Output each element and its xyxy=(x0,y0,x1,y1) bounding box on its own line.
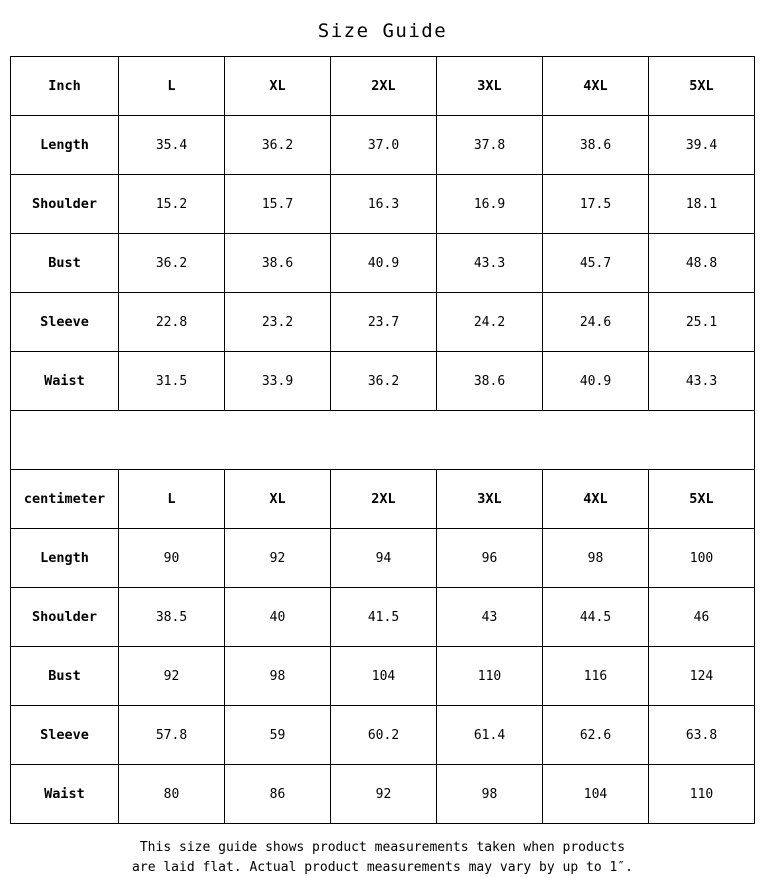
row-label-sleeve: Sleeve xyxy=(11,706,119,765)
column-header-2xl: 2XL xyxy=(331,57,437,116)
cell-value: 45.7 xyxy=(543,234,649,293)
size-table-inch xyxy=(10,56,755,824)
table-row xyxy=(11,352,755,411)
cell-value: 36.2 xyxy=(119,234,225,293)
cell-value: 40.9 xyxy=(543,352,649,411)
cell-value: 92 xyxy=(225,529,331,588)
cell-value: 40 xyxy=(225,588,331,647)
cell-value: 86 xyxy=(225,765,331,824)
column-header-5xl: 5XL xyxy=(649,57,755,116)
footnote-line-2: are laid flat. Actual product measurements may vary by up to 1″. xyxy=(132,860,633,876)
cell-value: 92 xyxy=(119,647,225,706)
cell-value: 90 xyxy=(119,529,225,588)
table-row xyxy=(11,529,755,588)
cell-value: 23.2 xyxy=(225,293,331,352)
cell-value: 61.4 xyxy=(437,706,543,765)
footnote xyxy=(10,824,755,878)
cell-value: 38.5 xyxy=(119,588,225,647)
table-row xyxy=(11,647,755,706)
row-label-bust: Bust xyxy=(11,647,119,706)
row-label-bust: Bust xyxy=(11,234,119,293)
row-label-length: Length xyxy=(11,116,119,175)
column-header-3xl: 3XL xyxy=(437,470,543,529)
row-label-length: Length xyxy=(11,529,119,588)
cell-value: 57.8 xyxy=(119,706,225,765)
cell-value: 63.8 xyxy=(649,706,755,765)
cell-value: 46 xyxy=(649,588,755,647)
cell-value: 43.3 xyxy=(649,352,755,411)
column-header-5xl: 5XL xyxy=(649,470,755,529)
page-title: Size Guide xyxy=(317,20,448,42)
row-label-shoulder: Shoulder xyxy=(11,175,119,234)
cell-value: 39.4 xyxy=(649,116,755,175)
column-header-xl: XL xyxy=(225,470,331,529)
cell-value: 110 xyxy=(649,765,755,824)
cell-value: 94 xyxy=(331,529,437,588)
cell-value: 62.6 xyxy=(543,706,649,765)
table-row xyxy=(11,588,755,647)
column-header-2xl: 2XL xyxy=(331,470,437,529)
column-header-l: L xyxy=(119,57,225,116)
cell-value: 38.6 xyxy=(225,234,331,293)
table-header-row xyxy=(11,57,755,116)
cell-value: 33.9 xyxy=(225,352,331,411)
table-row xyxy=(11,706,755,765)
cell-value: 18.1 xyxy=(649,175,755,234)
cell-value: 37.8 xyxy=(437,116,543,175)
cell-value: 124 xyxy=(649,647,755,706)
cell-value: 96 xyxy=(437,529,543,588)
cell-value: 24.2 xyxy=(437,293,543,352)
cell-value: 116 xyxy=(543,647,649,706)
table-row xyxy=(11,234,755,293)
cell-value: 110 xyxy=(437,647,543,706)
unit-label-inch: Inch xyxy=(11,57,119,116)
cell-value: 80 xyxy=(119,765,225,824)
column-header-3xl: 3XL xyxy=(437,57,543,116)
cell-value: 92 xyxy=(331,765,437,824)
cell-value: 98 xyxy=(225,647,331,706)
cell-value: 48.8 xyxy=(649,234,755,293)
row-label-sleeve: Sleeve xyxy=(11,293,119,352)
cell-value: 35.4 xyxy=(119,116,225,175)
cell-value: 36.2 xyxy=(225,116,331,175)
cell-value: 43.3 xyxy=(437,234,543,293)
cell-value: 24.6 xyxy=(543,293,649,352)
cell-value: 25.1 xyxy=(649,293,755,352)
table-row xyxy=(11,765,755,824)
cell-value: 60.2 xyxy=(331,706,437,765)
unit-label-centimeter: centimeter xyxy=(11,470,119,529)
cell-value: 15.2 xyxy=(119,175,225,234)
cell-value: 40.9 xyxy=(331,234,437,293)
row-label-shoulder: Shoulder xyxy=(11,588,119,647)
column-header-xl: XL xyxy=(225,57,331,116)
cell-value: 37.0 xyxy=(331,116,437,175)
cell-value: 16.9 xyxy=(437,175,543,234)
table-row xyxy=(11,175,755,234)
cell-value: 104 xyxy=(543,765,649,824)
cell-value: 104 xyxy=(331,647,437,706)
footnote-line-1: This size guide shows product measurements taken when products xyxy=(139,840,626,855)
cell-value: 100 xyxy=(649,529,755,588)
row-label-waist: Waist xyxy=(11,352,119,411)
table-row xyxy=(11,116,755,175)
cell-value: 15.7 xyxy=(225,175,331,234)
cell-value: 22.8 xyxy=(119,293,225,352)
table-row xyxy=(11,293,755,352)
cell-value: 36.2 xyxy=(331,352,437,411)
cell-value: 17.5 xyxy=(543,175,649,234)
cell-value: 31.5 xyxy=(119,352,225,411)
column-header-4xl: 4XL xyxy=(543,57,649,116)
cell-value: 16.3 xyxy=(331,175,437,234)
cell-value: 43 xyxy=(437,588,543,647)
row-label-waist: Waist xyxy=(11,765,119,824)
cell-value: 38.6 xyxy=(543,116,649,175)
cell-value: 41.5 xyxy=(331,588,437,647)
cell-value: 59 xyxy=(225,706,331,765)
column-header-4xl: 4XL xyxy=(543,470,649,529)
spacer-cell xyxy=(11,411,755,470)
cell-value: 98 xyxy=(543,529,649,588)
cell-value: 23.7 xyxy=(331,293,437,352)
table-header-row xyxy=(11,470,755,529)
cell-value: 98 xyxy=(437,765,543,824)
table-spacer-row xyxy=(11,411,755,470)
cell-value: 44.5 xyxy=(543,588,649,647)
column-header-l: L xyxy=(119,470,225,529)
cell-value: 38.6 xyxy=(437,352,543,411)
